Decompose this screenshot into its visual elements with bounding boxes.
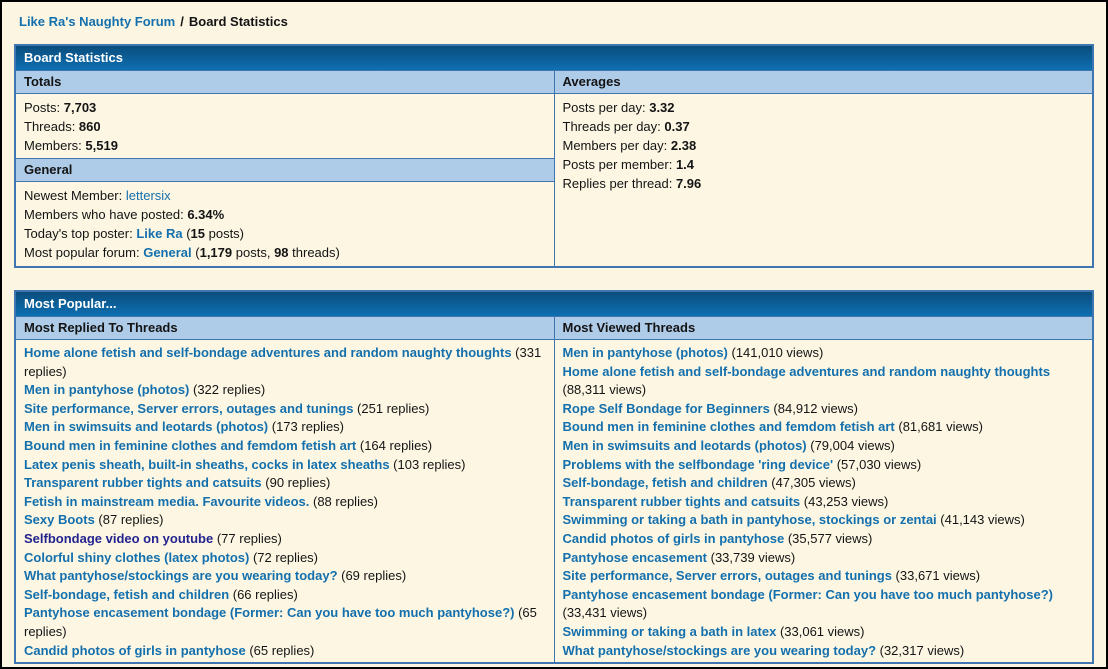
thread-item bbox=[563, 530, 1085, 549]
thread-stat: (72 replies) bbox=[249, 549, 318, 565]
board-statistics-table bbox=[14, 44, 1094, 268]
thread-stat: (65 replies) bbox=[245, 642, 315, 658]
stat-text: Posts per day: bbox=[562, 100, 650, 115]
thread-stat: (79,004 views) bbox=[806, 437, 895, 453]
thread-stat: (77 replies) bbox=[213, 530, 282, 546]
stat-line bbox=[24, 186, 546, 205]
stat-value: 5,519 bbox=[85, 138, 118, 153]
thread-item bbox=[563, 400, 1085, 419]
stat-value: 98 bbox=[274, 245, 289, 260]
thread-link[interactable]: Men in swimsuits and leotards (photos) bbox=[562, 437, 807, 453]
thread-stat: (66 replies) bbox=[229, 586, 298, 602]
stat-value: 6.34% bbox=[187, 207, 225, 222]
stat-text: Posts per member: bbox=[562, 157, 676, 172]
thread-link[interactable]: Home alone fetish and self-bondage adventures and random naughty thoughts bbox=[562, 363, 1051, 379]
thread-stat: (164 replies) bbox=[356, 437, 433, 453]
thread-stat: (57,030 views) bbox=[833, 456, 922, 472]
general-header: General bbox=[16, 158, 554, 182]
thread-item bbox=[563, 363, 1085, 400]
stat-text: Posts: bbox=[24, 100, 64, 115]
board-statistics-title: Board Statistics bbox=[16, 46, 1092, 71]
thread-item bbox=[563, 418, 1085, 437]
thread-stat: (88 replies) bbox=[309, 493, 379, 509]
thread-link[interactable]: Men in swimsuits and leotards (photos) bbox=[24, 419, 269, 435]
stat-text: Threads: bbox=[24, 119, 79, 134]
thread-stat: (251 replies) bbox=[353, 400, 430, 416]
thread-item bbox=[24, 418, 546, 437]
thread-item bbox=[563, 493, 1085, 512]
stat-text: Members: bbox=[24, 138, 86, 153]
stat-text: posts, bbox=[232, 245, 275, 260]
thread-stat: (32,317 views) bbox=[876, 642, 965, 658]
stat-link[interactable]: General bbox=[143, 245, 192, 260]
thread-item bbox=[563, 567, 1085, 586]
stat-text: ( bbox=[191, 245, 200, 260]
thread-item bbox=[24, 381, 546, 400]
most-viewed-list bbox=[555, 340, 1093, 662]
stat-line bbox=[563, 136, 1085, 155]
thread-link[interactable]: Pantyhose encasement bbox=[562, 549, 708, 565]
thread-link[interactable]: Men in pantyhose (photos) bbox=[562, 345, 728, 360]
thread-item bbox=[24, 511, 546, 530]
averages-cell bbox=[555, 94, 1093, 266]
stat-value: 2.38 bbox=[670, 138, 697, 153]
most-popular-title: Most Popular... bbox=[16, 292, 1092, 317]
stat-value: 1.4 bbox=[675, 157, 695, 172]
breadcrumb-forum-link[interactable]: Like Ra's Naughty Forum bbox=[19, 14, 176, 29]
thread-item bbox=[24, 530, 546, 549]
thread-stat: (69 replies) bbox=[337, 568, 407, 584]
thread-item bbox=[24, 567, 546, 586]
thread-stat: (43,253 views) bbox=[800, 493, 889, 509]
stat-line bbox=[24, 243, 546, 262]
thread-link[interactable]: Problems with the selfbondage 'ring device' bbox=[562, 456, 834, 472]
totals-header: Totals bbox=[16, 71, 554, 94]
thread-link[interactable]: Self-bondage, fetish and children bbox=[562, 475, 768, 491]
thread-stat: (103 replies) bbox=[389, 456, 466, 472]
thread-link[interactable]: Swimming or taking a bath in pantyhose, stockings or zentai bbox=[562, 512, 937, 528]
stat-text: Most popular forum: bbox=[24, 245, 144, 260]
thread-stat: (90 replies) bbox=[261, 475, 331, 491]
thread-stat: (41,143 views) bbox=[936, 512, 1025, 528]
thread-stat: (141,010 views) bbox=[727, 345, 824, 360]
thread-stat: (173 replies) bbox=[268, 419, 345, 435]
thread-link[interactable]: Men in pantyhose (photos) bbox=[24, 382, 190, 398]
stat-line bbox=[563, 98, 1085, 117]
thread-item bbox=[24, 549, 546, 568]
thread-item bbox=[24, 437, 546, 456]
thread-link[interactable]: Transparent rubber tights and catsuits bbox=[24, 475, 262, 491]
general-cell bbox=[16, 182, 554, 266]
stat-text: threads) bbox=[288, 245, 340, 260]
thread-item bbox=[563, 623, 1085, 642]
thread-stat: (65 replies) bbox=[24, 605, 537, 639]
stat-line bbox=[563, 117, 1085, 136]
thread-item bbox=[24, 400, 546, 419]
stat-text: Threads per day: bbox=[562, 119, 665, 134]
stat-text: ( bbox=[182, 226, 191, 241]
thread-stat: (33,431 views) bbox=[562, 605, 648, 621]
thread-link[interactable]: Latex penis sheath, built-in sheaths, cocks in latex sheaths bbox=[24, 456, 390, 472]
thread-link[interactable]: Site performance, Server errors, outages and tunings bbox=[562, 568, 892, 584]
thread-item bbox=[563, 456, 1085, 475]
stat-line bbox=[563, 174, 1085, 193]
stat-link[interactable]: lettersix bbox=[125, 188, 171, 203]
thread-stat: (81,681 views) bbox=[894, 419, 983, 435]
thread-stat: (322 replies) bbox=[189, 382, 266, 398]
stat-value: 15 bbox=[190, 226, 205, 241]
thread-stat: (35,577 views) bbox=[784, 530, 873, 546]
stat-value: 860 bbox=[78, 119, 101, 134]
thread-link[interactable]: Pantyhose encasement bondage (Former: Can you have too much pantyhose?) bbox=[24, 605, 515, 621]
thread-item bbox=[563, 511, 1085, 530]
stat-line bbox=[563, 155, 1085, 174]
thread-item bbox=[563, 474, 1085, 493]
stat-line bbox=[24, 98, 546, 117]
breadcrumb-current-page: Board Statistics bbox=[188, 14, 288, 29]
thread-stat: (87 replies) bbox=[94, 512, 164, 528]
most-popular-table bbox=[14, 290, 1094, 664]
most-replied-list bbox=[16, 340, 554, 662]
thread-item bbox=[24, 344, 546, 381]
most-replied-header: Most Replied To Threads bbox=[16, 317, 554, 340]
thread-item bbox=[563, 549, 1085, 568]
stat-value: 7.96 bbox=[675, 176, 702, 191]
thread-link[interactable]: Candid photos of girls in pantyhose bbox=[562, 530, 785, 546]
thread-stat: (33,671 views) bbox=[891, 568, 981, 584]
thread-item bbox=[24, 493, 546, 512]
thread-item bbox=[24, 586, 546, 605]
stat-line bbox=[24, 117, 546, 136]
stat-value: 0.37 bbox=[664, 119, 690, 134]
thread-stat: (331 replies) bbox=[24, 345, 542, 379]
thread-link[interactable]: Home alone fetish and self-bondage adventures and random naughty thoughts bbox=[24, 345, 512, 360]
stat-line bbox=[24, 205, 546, 224]
thread-item bbox=[563, 344, 1085, 363]
averages-header: Averages bbox=[555, 71, 1093, 94]
thread-item bbox=[24, 642, 546, 661]
stat-text: posts) bbox=[205, 226, 245, 241]
thread-link[interactable]: Candid photos of girls in pantyhose bbox=[24, 642, 246, 658]
thread-item bbox=[24, 474, 546, 493]
stat-line bbox=[24, 224, 546, 243]
thread-link[interactable]: What pantyhose/stockings are you wearing today? bbox=[562, 642, 877, 658]
thread-stat: (33,061 views) bbox=[776, 623, 865, 639]
totals-cell bbox=[16, 94, 554, 158]
thread-link[interactable]: Bound men in feminine clothes and femdom fetish art bbox=[562, 419, 895, 435]
breadcrumb-separator: / bbox=[180, 14, 184, 29]
most-viewed-header: Most Viewed Threads bbox=[555, 317, 1093, 340]
thread-item bbox=[563, 437, 1085, 456]
stat-value: 3.32 bbox=[649, 100, 675, 115]
thread-link[interactable]: What pantyhose/stockings are you wearing today? bbox=[24, 568, 338, 584]
stat-value: 1,179 bbox=[199, 245, 233, 260]
thread-link[interactable]: Transparent rubber tights and catsuits bbox=[562, 493, 801, 509]
thread-link[interactable]: Bound men in feminine clothes and femdom fetish art bbox=[24, 437, 357, 453]
thread-link[interactable]: Site performance, Server errors, outages and tunings bbox=[24, 400, 354, 416]
thread-link[interactable]: Pantyhose encasement bondage (Former: Can you have too much pantyhose?) bbox=[562, 586, 1053, 602]
thread-link[interactable]: Rope Self Bondage for Beginners bbox=[562, 400, 770, 416]
page bbox=[2, 2, 1106, 664]
thread-link[interactable]: Swimming or taking a bath in latex bbox=[562, 623, 777, 639]
stat-text: Members per day: bbox=[562, 138, 671, 153]
stat-text: Newest Member: bbox=[24, 188, 126, 203]
thread-stat: (84,912 views) bbox=[769, 400, 858, 416]
thread-link[interactable]: Selfbondage video on youtube bbox=[24, 530, 214, 546]
stat-value: 7,703 bbox=[63, 100, 97, 115]
thread-item bbox=[563, 586, 1085, 623]
thread-stat: (47,305 views) bbox=[767, 475, 856, 491]
thread-item bbox=[24, 604, 546, 641]
stat-line bbox=[24, 136, 546, 155]
stat-link[interactable]: Like Ra bbox=[136, 226, 183, 241]
thread-item bbox=[563, 642, 1085, 661]
stat-text: Members who have posted: bbox=[24, 207, 188, 222]
thread-stat: (33,739 views) bbox=[707, 549, 796, 565]
breadcrumb bbox=[19, 14, 1094, 29]
thread-link[interactable]: Fetish in mainstream media. Favourite videos. bbox=[24, 493, 310, 509]
stat-text: Today's top poster: bbox=[24, 226, 137, 241]
thread-item bbox=[24, 456, 546, 475]
stat-text: Replies per thread: bbox=[562, 176, 676, 191]
thread-link[interactable]: Self-bondage, fetish and children bbox=[24, 586, 230, 602]
thread-stat: (88,311 views) bbox=[562, 382, 647, 398]
thread-link[interactable]: Colorful shiny clothes (latex photos) bbox=[24, 549, 250, 565]
thread-link[interactable]: Sexy Boots bbox=[24, 512, 95, 528]
